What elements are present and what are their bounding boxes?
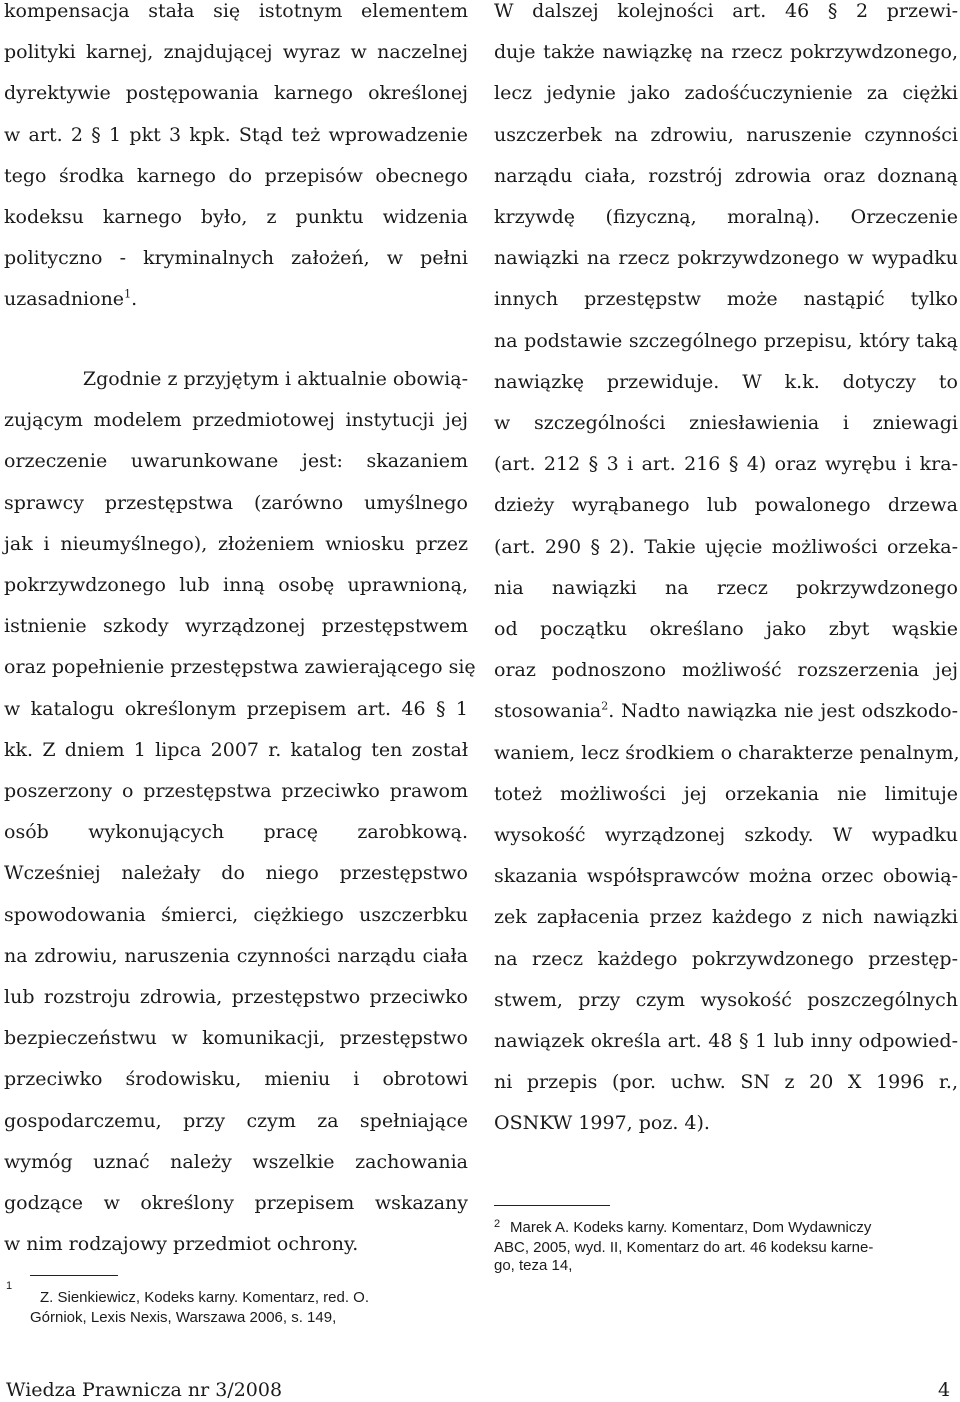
left-p2-line: na zdrowiu, naruszenia czynności narządu ciała (4, 944, 468, 967)
right-line: lecz jedynie jako zadośćuczynienie za ciężki (494, 82, 958, 105)
left-p1-line: dyrektywie postępowania karnego określonej (4, 82, 468, 105)
right-line: stwem, przy czym wysokość poszczególnych (494, 988, 958, 1011)
left-p2-line: orzeczenie uwarunkowane jest: skazaniem (4, 450, 468, 473)
left-p2-line: osób wykonujących pracę zarobkową. (4, 821, 468, 844)
footnote-2-line-3: go, teza 14, (494, 1257, 573, 1274)
footnote-2-number: 2 (494, 1218, 501, 1230)
right-line: narządu ciała, rozstrój zdrowia oraz doznaną (494, 164, 958, 187)
right-line: na rzecz każdego pokrzywdzonego przestęp- (494, 947, 958, 970)
left-p2-line: spowodowania śmierci, ciężkiego uszczerbku (4, 903, 468, 926)
left-p2-line: gospodarczemu, przy czym za spełniające (4, 1109, 468, 1132)
right-line: nawiązek określa art. 48 § 1 lub inny odpowied- (494, 1030, 958, 1052)
right-line: (art. 290 § 2). Takie ujęcie możliwości orzeka- (494, 535, 958, 558)
left-p1-line: polityki karnej, znajdującej wyraz w naczelnej (4, 41, 468, 64)
left-p2-line: bezpieczeństwu w komunikacji, przestępstwo (4, 1027, 468, 1050)
right-line: waniem, lecz środkiem o charakterze penalnym, (494, 741, 960, 764)
right-sup-after: . Nadto nawiązka nie jest odszkodo- (608, 700, 958, 723)
right-line: nawiązkę przewiduje. W k.k. dotyczy to (494, 370, 958, 393)
right-line: oraz podnoszono możliwość rozszerzenia jej (494, 659, 958, 682)
left-p2-line: oraz popełnienie przestępstwa zawierającego się (4, 656, 476, 679)
left-p2-line: pokrzywdzonego lub inną osobę uprawnioną, (4, 574, 468, 596)
right-line: dzieży wyrąbanego lub powalonego drzewa (494, 494, 958, 517)
right-line: ni przepis (por. uchw. SN z 20 X 1996 r., (494, 1071, 958, 1094)
footnote-1-number: 1 (6, 1280, 13, 1292)
left-p2-line: zującym modelem przedmiotowej instytucji jej (4, 409, 468, 432)
left-p1-line: tego środka karnego do przepisów obecnego (4, 164, 468, 187)
left-p1-last-tail: . (131, 288, 138, 311)
left-p2-last-line: w nim rodzajowy przedmiot ochrony. (4, 1233, 359, 1256)
right-line: nia nawiązki na rzecz pokrzywdzonego (494, 576, 958, 599)
left-p2-line: poszerzony o przestępstwa przeciwko prawom (4, 780, 468, 802)
left-p2-line: Wcześniej należały do niego przestępstwo (4, 862, 468, 885)
footer-page-number: 4 (938, 1379, 951, 1401)
right-line: (art. 212 § 3 i art. 216 § 4) oraz wyrębu i kra- (494, 453, 958, 476)
left-p1-line: polityczno - kryminalnych założeń, w pełni (4, 247, 468, 270)
footnote-1-line-2: Górniok, Lexis Nexis, Warszawa 2006, s. 149, (30, 1309, 337, 1326)
left-p1-last-text: uzasadnione (4, 288, 125, 311)
left-p1-last-line (4, 286, 468, 327)
left-p2-line: w katalogu określonym przepisem art. 46 § 1 (4, 697, 468, 720)
left-p2-line: lub rozstroju zdrowia, przestępstwo przeciwko (4, 986, 468, 1008)
right-line: na podstawie szczególnego przepisu, który taką (494, 329, 958, 352)
footnote-2-line-2: ABC, 2005, wyd. II, Komentarz do art. 46 kodeksu karne- (494, 1239, 874, 1256)
footer-publication: Wiedza Prawnicza nr 3/2008 (6, 1379, 283, 1401)
footnote-ref-1: 1 (124, 288, 132, 302)
right-line: W dalszej kolejności art. 46 § 2 przewi- (494, 0, 958, 22)
right-line: nawiązki na rzecz pokrzywdzonego w wypadku (494, 247, 958, 270)
left-p2-line: kk. Z dniem 1 lipca 2007 r. katalog ten został (4, 738, 468, 761)
right-line: uszczerbek na zdrowiu, naruszenie czynności (494, 123, 958, 146)
right-line: toteż możliwości jej orzekania nie limituje (494, 782, 958, 805)
left-p2-line: przeciwko środowisku, mieniu i obrotowi (4, 1068, 468, 1091)
footnote-2-line-1: Marek A. Kodeks karny. Komentarz, Dom Wydawniczy (510, 1219, 872, 1236)
left-p1-line: kompensacja stała się istotnym elementem (4, 0, 468, 22)
right-line: krzywdę (fizyczną, moralną). Orzeczenie (494, 206, 958, 228)
left-p1-line: kodeksu karnego było, z punktu widzenia (4, 206, 468, 228)
right-line: zek zapłacenia przez każdego z nich nawiązki (494, 906, 958, 929)
footnote-rule-2 (494, 1205, 610, 1206)
right-line: innych przestępstw może nastąpić tylko (494, 288, 958, 311)
left-p1-line: w art. 2 § 1 pkt 3 kpk. Stąd też wprowadzenie (4, 123, 468, 146)
left-p2-line: jak i nieumyślnego), złożeniem wniosku przez (4, 532, 468, 555)
right-line: skazania współsprawców można orzec obowią- (494, 865, 958, 888)
right-line: w szczególności zniesławienia i zniewagi (494, 412, 958, 434)
right-sup-line (494, 698, 958, 739)
right-line: duje także nawiązkę na rzecz pokrzywdzonego, (494, 41, 958, 64)
footnote-rule-1 (30, 1275, 118, 1276)
left-p2-line: Zgodnie z przyjętym i aktualnie obowią- (82, 368, 468, 390)
right-sup-before: stosowania (494, 700, 602, 723)
left-p2-line: sprawcy przestępstwa (zarówno umyślnego (4, 491, 468, 514)
left-p2-line: wymóg uznać należy wszelkie zachowania (4, 1150, 468, 1173)
left-p2-line: istnienie szkody wyrządzonej przestępstwem (4, 615, 468, 638)
footnote-ref-2: 2 (601, 700, 609, 714)
right-line: wysokość wyrządzonej szkody. W wypadku (494, 824, 958, 846)
left-p2-line: godzące w określony przepisem wskazany (4, 1192, 468, 1214)
right-last-line: OSNKW 1997, poz. 4). (494, 1112, 710, 1135)
footnote-1-line-1: Z. Sienkiewicz, Kodeks karny. Komentarz, red. O. (40, 1289, 370, 1306)
right-line: od początku określano jako zbyt wąskie (494, 618, 958, 640)
